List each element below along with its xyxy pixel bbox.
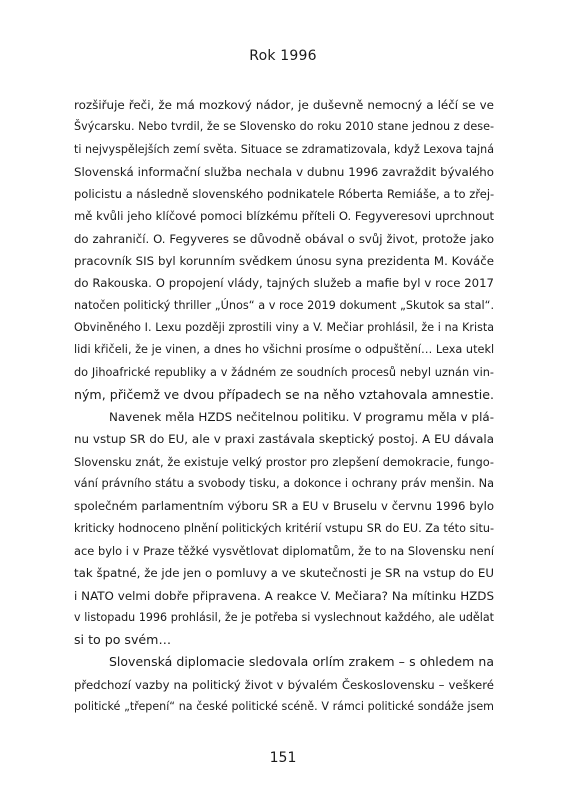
- page-number: 151: [269, 750, 297, 766]
- text-line: Obviněného I. Lexu později zprostili viny a V. Mečiar prohlásil, že i na Krista: [74, 320, 494, 334]
- text-line: lidi křičeli, že je vinen, a dnes ho všichni prosíme o odpuštění… Lexa utekl: [74, 343, 495, 357]
- text-line: mě kvůli jeho klíčové pomoci blízkému příteli O. Fegyveresovi uprchnout: [74, 209, 495, 224]
- text-line: i NATO velmi dobře připravena. A reakce V. Mečiara? Na mítinku HZDS: [74, 588, 494, 603]
- text-line: předchozí vazby na politický život v bývalém Československu – veškeré: [74, 677, 494, 692]
- paragraph-3: [74, 651, 494, 718]
- text-line: společném parlamentním výboru SR a EU v Bruselu v červnu 1996 bylo: [74, 499, 494, 514]
- text-line: policistu a následně slovenského podnikatele Róberta Remiáše, a to zřej-: [74, 187, 495, 202]
- text-line: si to po svém…: [74, 632, 172, 648]
- text-line: Slovenská informační služba nechala v dubnu 1996 zavraždit bývalého: [74, 164, 494, 179]
- text-line: Švýcarsku. Nebo tvrdil, že se Slovensko do roku 2010 stane jednou z dese-: [74, 120, 494, 134]
- text-line: do Rakouska. O propojení vlády, tajných služeb a mafie byl v roce 2017: [74, 276, 494, 291]
- body-text: [74, 94, 494, 718]
- text-line: ace bylo i v Praze těžké vysvětlovat diplomatům, že to na Slovensku není: [74, 543, 494, 558]
- text-line: do Jihoafrické republiky a v žádném ze soudních procesů nebyl uznán vin-: [74, 365, 494, 379]
- text-line: rozšiřuje řeči, že má mozkový nádor, je duševně nemocný a léčí se ve: [74, 98, 494, 112]
- text-line: nu vstup SR do EU, ale v praxi zastávala skeptický postoj. A EU dávala: [74, 432, 494, 447]
- text-line: natočen politický thriller „Únos“ a v roce 2019 dokument „Skutok sa stal“.: [74, 298, 495, 312]
- text-line: Slovensku znát, že existuje velký prostor pro zlepšení demokracie, fungo-: [74, 454, 494, 469]
- text-line: politické „třepení“ na české politické scéně. V rámci politické sondáže jsem: [74, 700, 494, 714]
- text-line: kriticky hodnoceno plnění politických kritérií vstupu SR do EU. Za této situ-: [74, 521, 494, 535]
- paragraph-1: [74, 94, 494, 406]
- text-line: ti nejvyspělejších zemí světa. Situace se zdramatizovala, když Lexova tajná: [74, 142, 494, 156]
- text-line: v listopadu 1996 prohlásil, že je potřeba si vyslechnout každého, ale udělat: [74, 610, 494, 624]
- text-line: vání právního státu a svobody tisku, a dokonce i ochrany práv menšin. Na: [74, 477, 494, 491]
- text-line: ným, přičemž ve dvou případech se na něho vztahovala amnestie.: [74, 386, 495, 402]
- text-line: tak špatné, že jde jen o pomluvy a ve skutečnosti je SR na vstup do EU: [74, 566, 494, 581]
- paragraph-2: [74, 406, 494, 651]
- text-line: do zahraničí. O. Fegyveres se důvodně obával o svůj život, protože jako: [74, 231, 494, 246]
- running-title: Rok 1996: [249, 48, 317, 64]
- text-line: Slovenská diplomacie sledovala orlím zrakem – s ohledem na: [109, 654, 494, 670]
- text-line: pracovník SIS byl korunním svědkem únosu syna prezidenta M. Kováče: [74, 254, 494, 269]
- text-line: Navenek měla HZDS nečitelnou politiku. V programu měla v plá-: [109, 410, 494, 425]
